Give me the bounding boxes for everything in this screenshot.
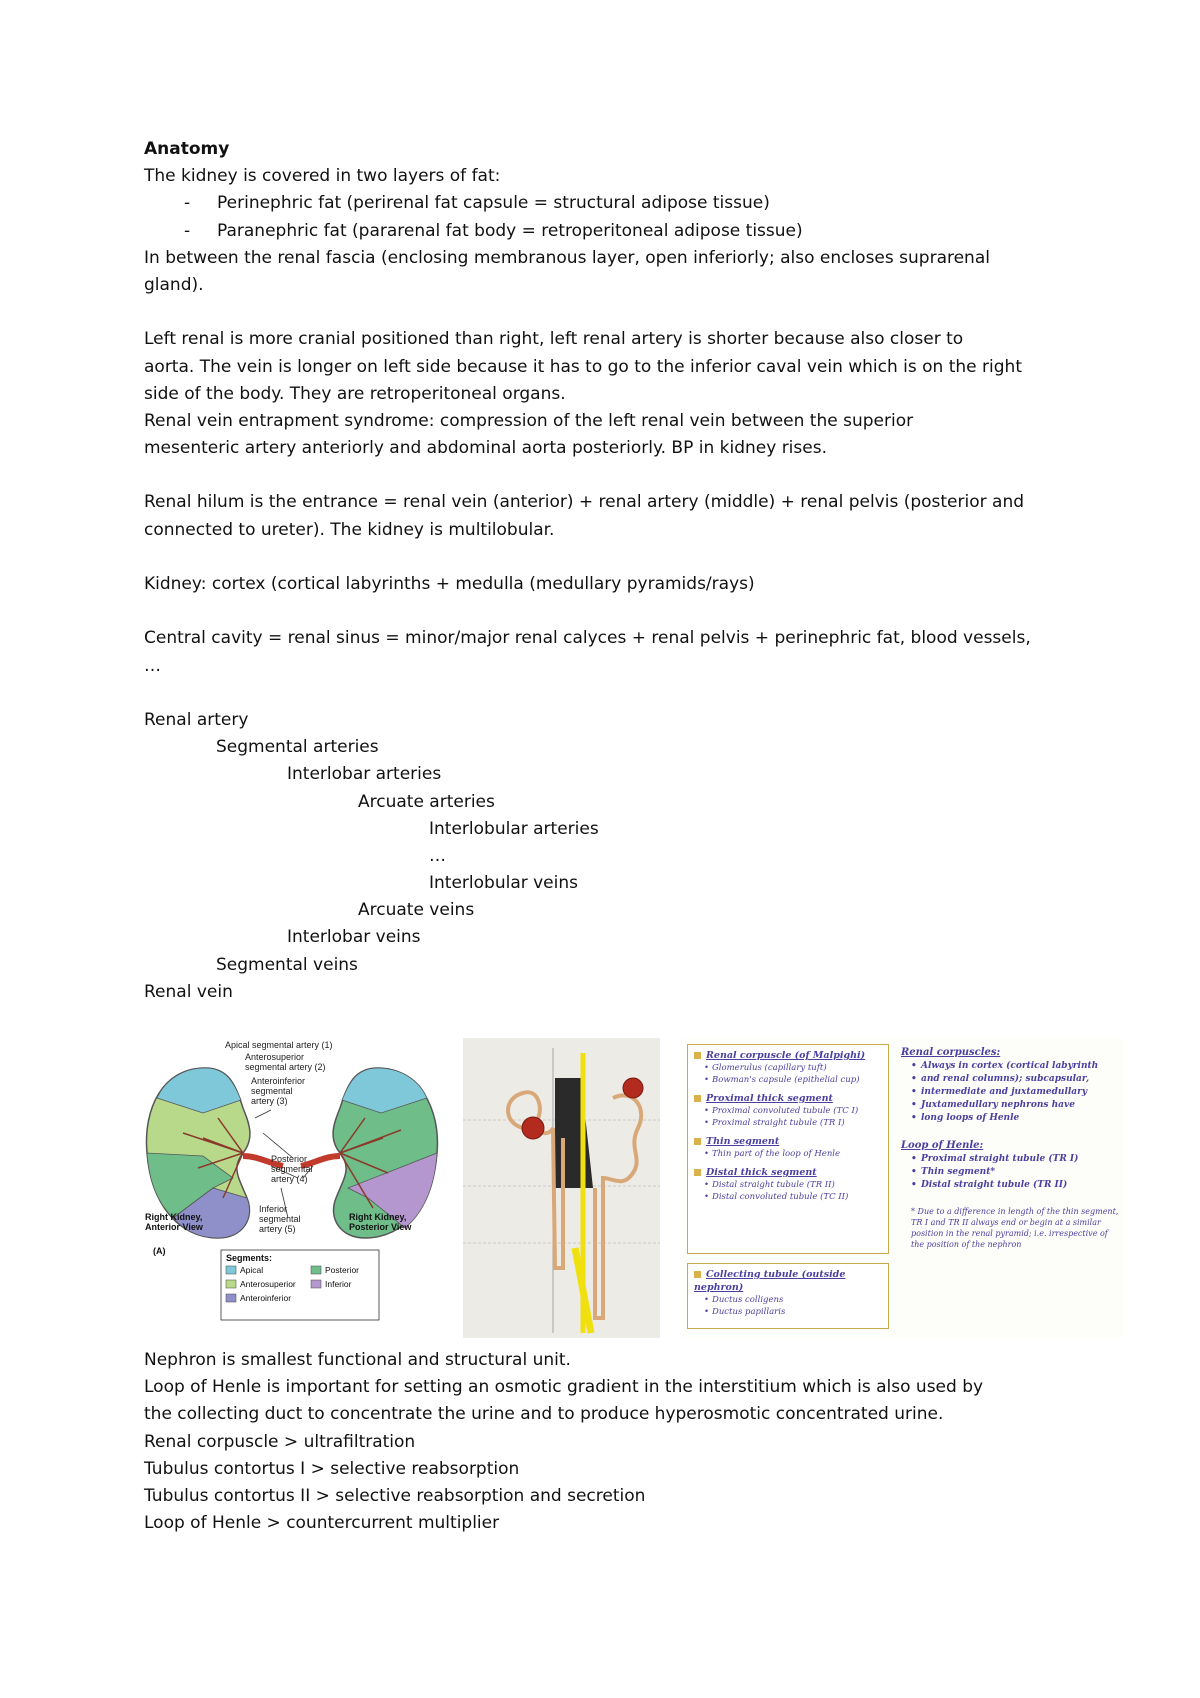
segment-item: • Distal convoluted tubule (TC II) — [694, 1191, 882, 1203]
collecting-tubule-box — [687, 1263, 889, 1329]
segment-item: • Ductus papillaris — [694, 1306, 882, 1318]
vessel-item: Segmental veins — [216, 954, 358, 975]
section-heading: Anatomy — [144, 139, 230, 159]
segment-heading: Distal thick segment — [694, 1166, 882, 1179]
side-item-cont: • long loops of Henle — [901, 1112, 1121, 1125]
intro-line: The kidney is covered in two layers of fat: — [144, 166, 501, 187]
bullet-dash: - — [184, 220, 191, 241]
function-line: the collecting duct to concentrate the urine and to produce hyperosmotic concentrated urine. — [144, 1404, 944, 1425]
nephron-drawing — [463, 1038, 660, 1338]
bullet-dash: - — [184, 193, 191, 214]
label-anteroinferior-1: Anteroinferior — [251, 1076, 306, 1086]
segment-heading: Thin segment — [694, 1135, 882, 1148]
side-item: • Thin segment* — [901, 1166, 1121, 1179]
label-inferior-3: artery (5) — [259, 1224, 296, 1234]
side-item: • Proximal straight tubule (TR I) — [901, 1153, 1121, 1166]
vessel-item: Renal vein — [144, 981, 233, 1002]
nephron-figure — [463, 1038, 660, 1338]
label-panel-a: (A) — [153, 1246, 166, 1256]
position-line-3: side of the body. They are retroperitoneal organs. — [144, 383, 566, 404]
vessel-tree — [144, 707, 1074, 1006]
vessel-item: Segmental arteries — [216, 737, 379, 758]
function-line: Renal corpuscle > ultrafiltration — [144, 1431, 416, 1452]
vessel-item: Interlobar veins — [287, 927, 421, 948]
label-right-posterior-1: Right Kidney, — [349, 1212, 407, 1222]
kidney-segments-figure — [143, 1038, 446, 1323]
label-inferior-2: segmental — [259, 1214, 301, 1224]
fascia-line-2: gland). — [144, 274, 204, 295]
footnote-line: position in the renal pyramid; i.e. irrespective of — [911, 1229, 1108, 1238]
footnote — [901, 1206, 1121, 1250]
vessel-item: Arcuate veins — [358, 900, 475, 921]
position-line-4: Renal vein entrapment syndrome: compression of the left renal vein between the superior — [144, 410, 914, 431]
legend-item: Anterosuperior — [240, 1279, 296, 1289]
legend-item: Apical — [240, 1265, 264, 1275]
label-posterior-2: segmental — [271, 1164, 313, 1174]
legend-swatch — [226, 1294, 236, 1302]
bullet-perinephric — [144, 190, 1074, 217]
legend-swatch — [311, 1266, 321, 1274]
side-heading: Renal corpuscles: — [901, 1047, 1001, 1058]
text-block-top — [144, 136, 1074, 1006]
function-line: Tubulus contortus II > selective reabsorption and secretion — [144, 1485, 646, 1506]
vessel-item: Interlobar arteries — [287, 764, 442, 785]
function-line: Loop of Henle > countercurrent multiplier — [144, 1513, 500, 1534]
side-item: • Juxtamedullary nephrons have — [901, 1099, 1121, 1112]
label-anterosuperior-2: segmental artery (2) — [245, 1062, 326, 1072]
segment-item: • Glomerulus (capillary tuft) — [694, 1062, 882, 1074]
legend-swatch — [226, 1280, 236, 1288]
kidney-segments-drawing — [143, 1038, 446, 1323]
vessel-item: Arcuate arteries — [358, 791, 495, 812]
nephron-segments-table — [683, 1038, 1123, 1338]
label-anteroinferior-3: artery (3) — [251, 1096, 288, 1106]
position-line-2: aorta. The vein is longer on left side because it has to go to the inferior caval vein which is on the right — [144, 356, 1022, 377]
position-line-5: mesenteric artery anteriorly and abdominal aorta posteriorly. BP in kidney rises. — [144, 438, 827, 459]
segment-item: • Proximal convoluted tubule (TC I) — [694, 1105, 882, 1117]
label-anteroinferior-2: segmental — [251, 1086, 293, 1096]
nephron-segments-box — [687, 1044, 889, 1254]
cavity-line-2: … — [144, 655, 161, 676]
vessel-item: Interlobular arteries — [429, 818, 599, 839]
bullet-paranephric — [144, 218, 1074, 245]
segment-item: • Proximal straight tubule (TR I) — [694, 1117, 882, 1129]
footnote-line: the position of the nephron — [911, 1240, 1022, 1249]
legend-item: Anteroinferior — [240, 1293, 292, 1303]
label-anterosuperior-1: Anterosuperior — [245, 1052, 305, 1062]
cavity-line-1: Central cavity = renal sinus = minor/major renal calyces + renal pelvis + perinephric fat, blood vessels, — [144, 628, 1031, 649]
label-right-anterior-2: Anterior View — [145, 1222, 203, 1232]
label-posterior-1: Posterior — [271, 1154, 308, 1164]
label-right-anterior-1: Right Kidney, — [145, 1212, 203, 1222]
function-line: Nephron is smallest functional and structural unit. — [144, 1350, 571, 1370]
side-item-cont: • and renal columns); subcapsular, — [901, 1073, 1121, 1086]
side-heading: Loop of Henle: — [901, 1140, 984, 1151]
legend-title: Segments: — [226, 1253, 273, 1263]
segment-item: • Ductus colligens — [694, 1294, 882, 1306]
label-posterior-3: artery (4) — [271, 1174, 308, 1184]
function-line: Loop of Henle is important for setting an osmotic gradient in the interstitium which is also used by — [144, 1377, 984, 1398]
position-line-1: Left renal is more cranial positioned than right, left renal artery is shorter because also closer to — [144, 329, 964, 350]
segments-legend — [221, 1250, 379, 1320]
segment-heading: Proximal thick segment — [694, 1092, 882, 1105]
vessel-item: Interlobular veins — [429, 873, 578, 894]
bullet-text: Perinephric fat (perirenal fat capsule = structural adipose tissue) — [217, 193, 770, 214]
legend-item: Inferior — [325, 1279, 352, 1289]
legend-swatch — [226, 1266, 236, 1274]
legend-item: Posterior — [325, 1265, 360, 1275]
legend-swatch — [311, 1280, 321, 1288]
glomerulus-icon — [522, 1117, 544, 1139]
segment-heading: Renal corpuscle (of Malpighi) — [694, 1049, 882, 1062]
footnote-line: TR I and TR II always end or begin at a similar — [911, 1218, 1101, 1227]
text-block-bottom — [144, 1347, 1074, 1537]
segment-item: • Thin part of the loop of Henle — [694, 1148, 882, 1160]
label-inferior-1: Inferior — [259, 1204, 288, 1214]
segment-item: • Distal straight tubule (TR II) — [694, 1179, 882, 1191]
fascia-line-1: In between the renal fascia (enclosing membranous layer, open inferiorly; also encloses suprarenal — [144, 247, 990, 268]
vessel-item: … — [429, 845, 446, 866]
footnote-line: * Due to a difference in length of the thin segment, — [911, 1207, 1119, 1216]
label-right-posterior-2: Posterior View — [349, 1222, 412, 1232]
side-notes — [901, 1046, 1121, 1250]
side-item: • Always in cortex (cortical labyrinth — [901, 1060, 1121, 1073]
vessel-item: Renal artery — [144, 709, 249, 730]
segment-item: • Bowman's capsule (epithelial cup) — [694, 1074, 882, 1086]
side-item: • Distal straight tubule (TR II) — [901, 1179, 1121, 1192]
function-line: Tubulus contortus I > selective reabsorption — [144, 1458, 520, 1479]
segment-heading: Collecting tubule (outside nephron) — [694, 1269, 846, 1293]
hilum-line-1: Renal hilum is the entrance = renal vein (anterior) + renal artery (middle) + renal pelvis (posterior and — [144, 492, 1025, 513]
hilum-line-2: connected to ureter). The kidney is multilobular. — [144, 519, 555, 540]
glomerulus-icon — [623, 1078, 643, 1098]
label-apical: Apical segmental artery (1) — [225, 1040, 333, 1050]
kidney-line: Kidney: cortex (cortical labyrinths + medulla (medullary pyramids/rays) — [144, 574, 755, 594]
bullet-text: Paranephric fat (pararenal fat body = retroperitoneal adipose tissue) — [217, 220, 803, 241]
side-item-cont: • intermediate and juxtamedullary — [901, 1086, 1121, 1099]
